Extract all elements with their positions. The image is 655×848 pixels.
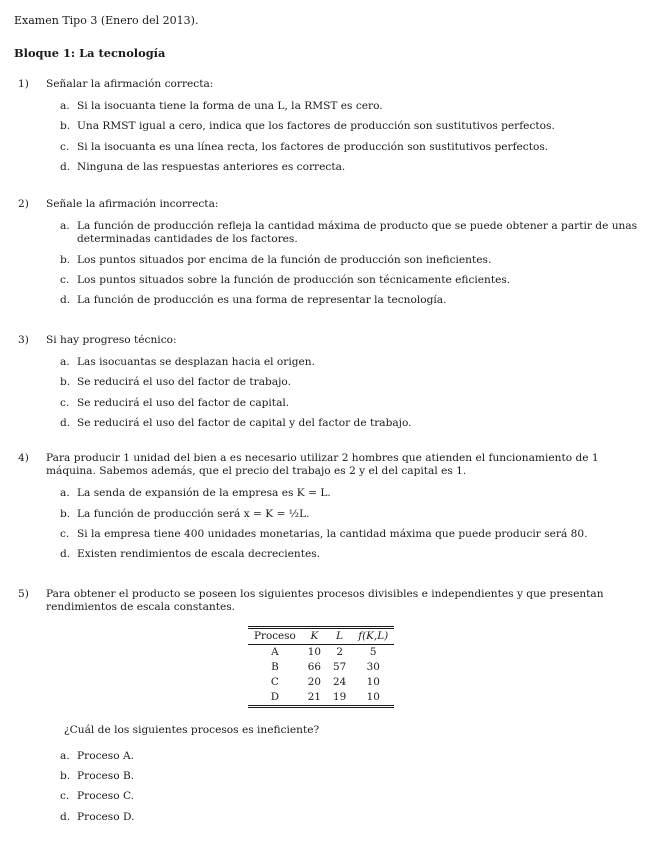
exam-header: Examen Tipo 3 (Enero del 2013).	[14, 14, 199, 27]
option-d[interactable]: d. Ninguna de las respuestas anteriores es correcta.	[60, 160, 346, 173]
options-list	[60, 356, 643, 430]
table-cell: 24	[333, 676, 347, 688]
question-text: Señale la afirmación incorrecta:	[46, 198, 219, 210]
option-b[interactable]: b. Los puntos situados por encima de la función de producción son ineficientes.	[60, 253, 492, 266]
question-number: 1)	[18, 78, 29, 90]
option-a[interactable]: a. Las isocuantas se desplazan hacia el origen.	[60, 356, 316, 369]
table-cell: 19	[333, 691, 347, 703]
options-list	[60, 487, 643, 561]
options-list	[60, 750, 134, 831]
table-cell: 10	[307, 646, 322, 658]
table-cell: 2	[336, 646, 343, 658]
table-cell: D	[270, 691, 280, 703]
table-cell: A	[271, 646, 279, 658]
table-cell: C	[270, 676, 279, 688]
option-c[interactable]: c. Si la empresa tiene 400 unidades monetarias, la cantidad máxima que puede producir será 80.	[60, 527, 588, 540]
process-table	[248, 626, 394, 708]
question-number: 5)	[18, 588, 29, 600]
table-cell: B	[271, 661, 279, 673]
table-row	[248, 690, 394, 707]
options-list	[60, 220, 643, 307]
table-header-row	[248, 628, 394, 645]
option-c[interactable]: c. Los puntos situados sobre la función de producción son técnicamente eficientes.	[60, 273, 511, 286]
block-title: Bloque 1: La tecnología	[14, 46, 166, 60]
option-d[interactable]: d. La función de producción es una forma de representar la tecnología.	[60, 294, 447, 307]
option-a[interactable]: a. Si la isocuanta tiene la forma de una L, la RMST es cero.	[60, 100, 383, 113]
table-cell: 20	[307, 676, 322, 688]
option-a[interactable]: a. La función de producción refleja la cantidad máxima de producto que se puede obtener a partir de unas determinadas cantidades de los factores.	[60, 220, 638, 246]
table-row	[248, 660, 394, 675]
question-number: 4)	[18, 452, 29, 464]
table-header: L	[336, 630, 344, 642]
option-d[interactable]: d. Proceso D.	[60, 810, 135, 823]
question-2	[18, 198, 643, 314]
question-3	[18, 334, 643, 437]
table-header: K	[310, 630, 319, 642]
option-b[interactable]: b. Proceso B.	[60, 770, 135, 783]
table-cell: 10	[366, 676, 380, 688]
option-c[interactable]: c. Si la isocuanta es una línea recta, los factores de producción son sustitutivos perfectos.	[60, 140, 549, 153]
table-cell: 30	[366, 661, 380, 673]
question-number: 2)	[18, 198, 29, 210]
table-row	[248, 645, 394, 661]
option-b[interactable]: b. Una RMST igual a cero, indica que los factores de producción son sustitutivos perfectos.	[60, 120, 555, 133]
option-a[interactable]: a. Proceso A.	[60, 750, 134, 762]
question-number: 3)	[18, 334, 29, 346]
option-d[interactable]: d. Se reducirá el uso del factor de capital y del factor de trabajo.	[60, 416, 412, 429]
table-row	[248, 675, 394, 690]
question-text: Para producir 1 unidad del bien a es necesario utilizar 2 hombres que atienden el funcionamiento de 1 máquina. Sabemos además, que el precio del trabajo es 2 y el del capital es 1.	[46, 452, 599, 478]
question-1	[18, 78, 643, 181]
question-text: Señalar la afirmación correcta:	[46, 78, 214, 90]
options-list	[60, 100, 643, 174]
process-table-wrap	[248, 626, 394, 708]
table-cell: 5	[369, 646, 377, 658]
table-cell: 10	[366, 691, 380, 703]
question-text: Si hay progreso técnico:	[46, 334, 177, 346]
question-5	[18, 588, 643, 614]
table-cell: 66	[307, 661, 322, 673]
table-cell: 57	[333, 661, 347, 673]
table-header: f(K,L)	[358, 630, 389, 642]
option-d[interactable]: d. Existen rendimientos de escala decrecientes.	[60, 548, 321, 561]
option-c[interactable]: c. Proceso C.	[60, 790, 135, 803]
question-text: Para obtener el producto se poseen los siguientes procesos divisibles e independientes y que presentan rendimientos de escala constantes.	[46, 588, 604, 614]
table-cell: 21	[307, 691, 322, 703]
option-b[interactable]: b. Se reducirá el uso del factor de trabajo.	[60, 376, 291, 389]
question-4	[18, 452, 643, 568]
option-a[interactable]: a. La senda de expansión de la empresa es K = L.	[60, 487, 331, 500]
option-b[interactable]: b. La función de producción será x = K = ½L.	[60, 507, 310, 520]
sub-question-text: ¿Cuál de los siguientes procesos es ineficiente?	[64, 724, 320, 736]
option-c[interactable]: c. Se reducirá el uso del factor de capital.	[60, 396, 290, 409]
table-header: Proceso	[254, 630, 296, 642]
